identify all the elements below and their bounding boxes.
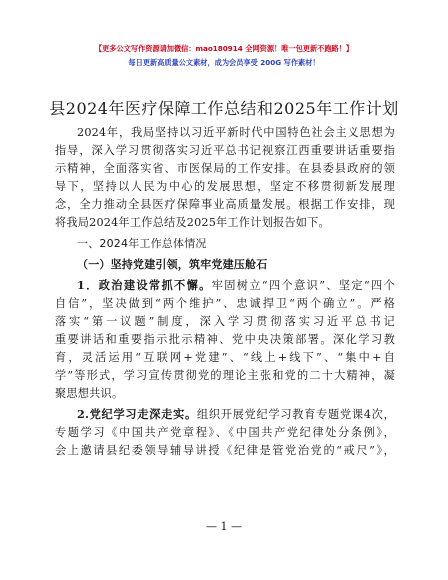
item1-line: 聚思想共识。	[55, 387, 124, 400]
intro-line: 指导，深入学习贯彻落实习近平总书记视察江西重要讲话重要指	[55, 144, 395, 157]
section-heading: 一、2024年工作总体情况	[77, 237, 207, 250]
promo-banner-line-2: 每日更新高质量公文素材，成为会员享受 200G 写作素材！	[128, 58, 320, 67]
item2-lead: 2.党纪学习走深走实。	[77, 407, 197, 421]
item1-lead: 1．政治建设常抓不懈。	[77, 278, 212, 292]
item1-line: 学”等形式，学习宣传贯彻党的理论主张和党的二十大精神，凝	[55, 369, 395, 382]
promo-banner-line-1: 【更多公文写作资源请加微信：mao180914 全网资源！唯一包更新不跑路！】	[94, 44, 354, 53]
item1-line: 落实“第一议题”制度，深入学习贯彻落实习近平总书记	[55, 315, 395, 328]
intro-line: 2024年，我局坚持以习近平新时代中国特色社会主义思想为	[77, 126, 395, 139]
item2-line: 专题学习《中国共产党章程》、《中国共产党纪律处分条例》，	[55, 426, 395, 439]
intro-line: 将我局2024年工作总结及2025年工作计划报告如下。	[55, 216, 330, 229]
subsection-heading: （一）坚持党建引领，筑牢党建压舱石	[77, 258, 268, 271]
item2-line: 会上邀请县纪委领导辅导讲授《纪律是管党治党的“戒尺”》，	[55, 444, 395, 457]
intro-line: 念，全力推动全县医疗保障事业高质量发展。根据工作安排，现	[55, 198, 395, 211]
intro-line: 导下，坚持以人民为中心的发展思想，坚定不移贯彻新发展理	[55, 180, 395, 193]
item1-line: 重要讲话和重要指示批示精神、党中央决策部署。深化学习教	[55, 333, 395, 346]
item1-text: 牢固树立“四个意识”、坚定“四个	[211, 279, 395, 292]
item1-first-line	[77, 277, 395, 294]
item1-line: 自信”，坚决做到“两个维护”、忠诚捍卫“两个确立”。严格	[55, 297, 395, 310]
page-number: — 1 —	[206, 520, 242, 533]
item2-text: 组织开展党纪学习教育专题党课4次，	[196, 408, 395, 421]
item2-first-line	[77, 406, 395, 423]
document-title: 县2024年医疗保障工作总结和2025年工作计划	[49, 99, 399, 118]
item1-line: 育，灵活运用“互联网+党建”、“线上+线下”、“集中+自	[55, 351, 395, 364]
intro-line: 示精神，全面落实省、市医保局的工作安排。在县委县政府的领	[55, 162, 395, 175]
